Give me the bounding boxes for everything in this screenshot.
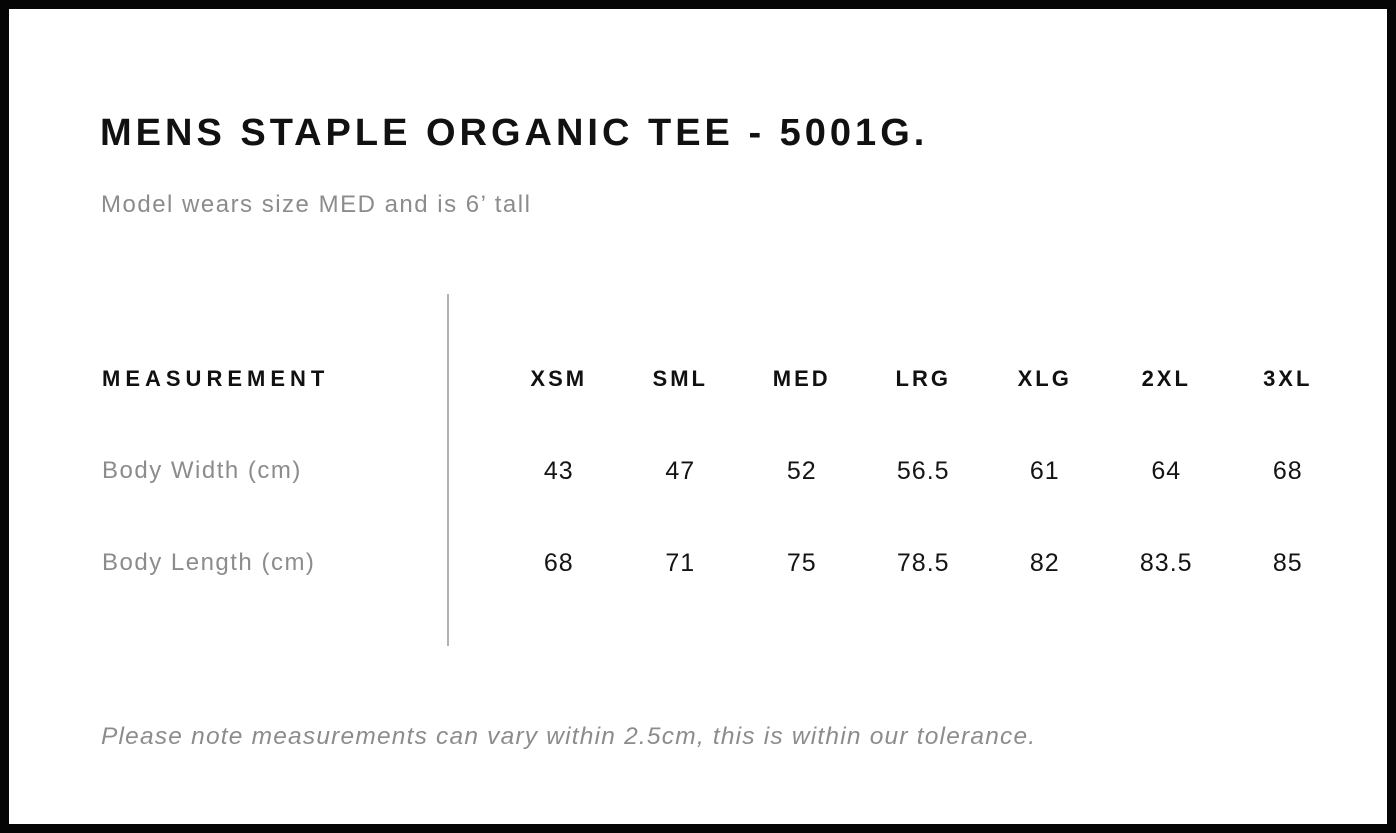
page-title: MENS STAPLE ORGANIC TEE - 5001G.	[100, 112, 929, 154]
body-width-xsm: 43	[543, 456, 574, 485]
column-header-med: MED	[772, 366, 831, 391]
row-label-body-width: Body Width (cm)	[102, 457, 302, 484]
body-length-sml: 71	[665, 548, 696, 577]
body-width-med: 52	[786, 456, 817, 485]
model-size-note: Model wears size MED and is 6’ tall	[101, 191, 532, 218]
column-header-xlg: XLG	[1017, 366, 1072, 391]
body-length-lrg: 78.5	[896, 548, 950, 577]
body-width-lrg: 56.5	[896, 456, 950, 485]
body-width-2xl: 64	[1151, 456, 1182, 485]
column-header-xsm: XSM	[530, 366, 588, 391]
column-header-lrg: LRG	[895, 366, 951, 391]
body-width-sml: 47	[665, 456, 696, 485]
column-header-measurement: MEASUREMENT	[102, 366, 330, 391]
column-header-3xl: 3XL	[1263, 366, 1313, 391]
column-header-sml: SML	[652, 366, 708, 391]
column-header-2xl: 2XL	[1141, 366, 1191, 391]
body-length-2xl: 83.5	[1139, 548, 1193, 577]
row-label-body-length: Body Length (cm)	[102, 549, 316, 576]
body-width-3xl: 68	[1272, 456, 1303, 485]
body-length-xsm: 68	[543, 548, 574, 577]
body-length-3xl: 85	[1272, 548, 1303, 577]
body-length-med: 75	[786, 548, 817, 577]
size-chart-table	[102, 333, 1349, 609]
body-width-xlg: 61	[1029, 456, 1060, 485]
body-length-xlg: 82	[1029, 548, 1060, 577]
tolerance-note: Please note measurements can vary within 2.5cm, this is within our tolerance.	[101, 723, 1037, 750]
